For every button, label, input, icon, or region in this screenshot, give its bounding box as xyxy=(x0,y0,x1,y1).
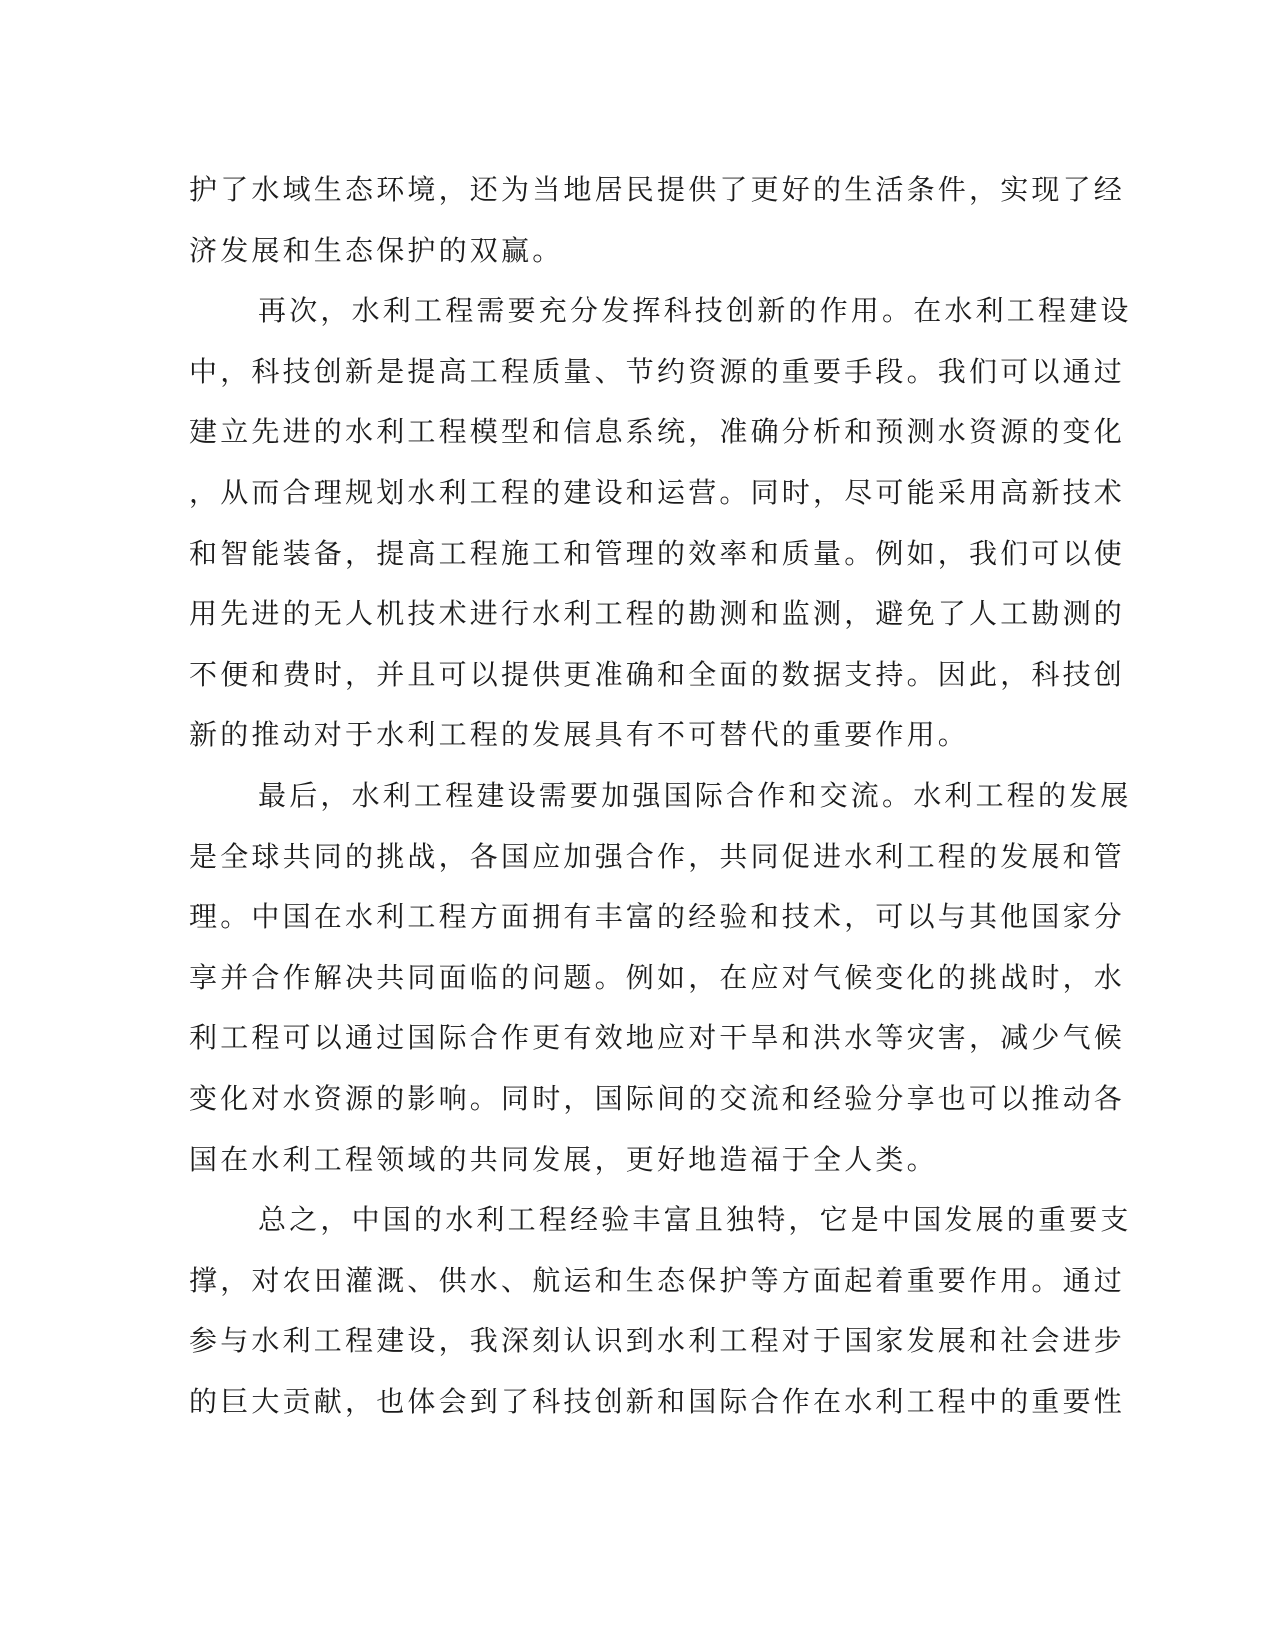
text-line: 撑，对农田灌溉、供水、航运和生态保护等方面起着重要作用。通过 xyxy=(189,1263,1126,1297)
text-line: 理。中国在水利工程方面拥有丰富的经验和技术，可以与其他国家分 xyxy=(189,900,1126,934)
text-line: 和智能装备，提高工程施工和管理的效率和质量。例如，我们可以使 xyxy=(189,536,1126,570)
text-line: 参与水利工程建设，我深刻认识到水利工程对于国家发展和社会进步 xyxy=(189,1324,1126,1358)
text-line: 变化对水资源的影响。同时，国际间的交流和经验分享也可以推动各 xyxy=(189,1081,1126,1115)
text-line: 享并合作解决共同面临的问题。例如，在应对气候变化的挑战时，水 xyxy=(189,960,1126,994)
text-line: 是全球共同的挑战，各国应加强合作，共同促进水利工程的发展和管 xyxy=(189,839,1126,873)
paragraph-first-line: 总之，中国的水利工程经验丰富且独特，它是中国发展的重要支 xyxy=(258,1203,1132,1237)
text-line: 护了水域生态环境，还为当地居民提供了更好的生活条件，实现了经 xyxy=(189,173,1126,206)
text-line: 利工程可以通过国际合作更有效地应对干旱和洪水等灾害，减少气候 xyxy=(189,1021,1126,1055)
text-line: 的巨大贡献，也体会到了科技创新和国际合作在水利工程中的重要性 xyxy=(189,1384,1126,1418)
text-line: 用先进的无人机技术进行水利工程的勘测和监测，避免了人工勘测的 xyxy=(189,597,1126,631)
text-line: 济发展和生态保护的双赢。 xyxy=(189,233,564,267)
body-text xyxy=(189,160,1132,1432)
text-line: 建立先进的水利工程模型和信息系统，准确分析和预测水资源的变化 xyxy=(189,415,1126,449)
text-line: 新的推动对于水利工程的发展具有不可替代的重要作用。 xyxy=(189,718,970,752)
text-line: 国在水利工程领域的共同发展，更好地造福于全人类。 xyxy=(189,1142,938,1176)
paragraph-first-line: 最后，水利工程建设需要加强国际合作和交流。水利工程的发展 xyxy=(258,778,1132,812)
text-line: ，从而合理规划水利工程的建设和运营。同时，尽可能采用高新技术 xyxy=(189,475,1126,509)
text-line: 中，科技创新是提高工程质量、节约资源的重要手段。我们可以通过 xyxy=(189,354,1126,388)
paragraph-first-line: 再次，水利工程需要充分发挥科技创新的作用。在水利工程建设 xyxy=(258,294,1132,328)
text-line: 不便和费时，并且可以提供更准确和全面的数据支持。因此，科技创 xyxy=(189,657,1126,691)
